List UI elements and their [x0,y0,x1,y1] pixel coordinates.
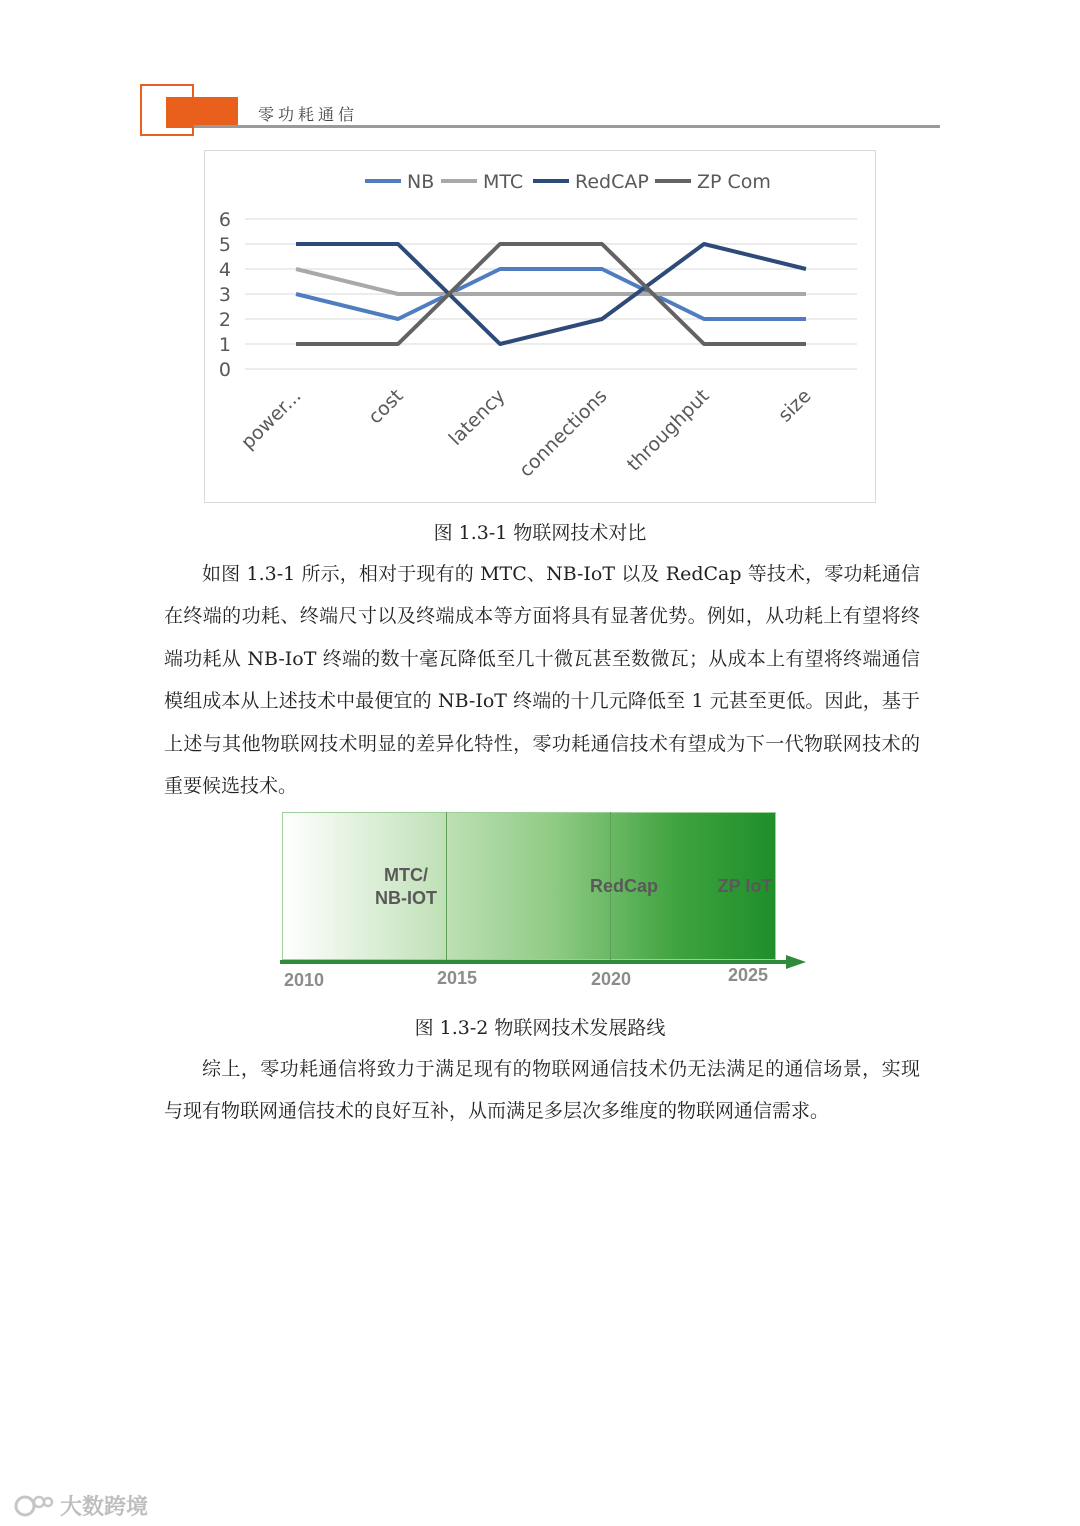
legend-label: ZP Com [697,171,771,193]
timeline-label-mtc-line2: NB-IOT [375,888,437,908]
series-line-mtc [296,269,806,294]
legend-label: MTC [483,171,524,193]
timeline-year-2020: 2020 [591,969,632,989]
header-accent-block [166,97,238,128]
paragraph-1: 如图 1.3-1 所示，相对于现有的 MTC、NB-IoT 以及 RedCap 等技术，零功耗通信在终端的功耗、终端尺寸以及终端成本等方面将具有显著优势。例如，从功耗上有望将终端功耗从 NB-IoT 终端的数十毫瓦降低至几十微瓦甚至数微瓦；从成本上有望将终端通信模组成本从上述技术中最便宜的 NB-IoT 终端的十几元降低至 1 元甚至更低。因此，基于上述与其他物联网技术明显的差异化特性，零功耗通信技术有望成为下一代物联网技术的重要候选技术。 [164,563,920,798]
tech-comparison-chart [204,150,876,503]
y-tick-label: 4 [218,259,231,281]
figure2-caption: 图 1.3-2 物联网技术发展路线 [414,1017,666,1039]
timeline-divider-2015 [446,812,447,960]
roadmap-timeline [280,812,810,992]
paragraph-2: 综上，零功耗通信将致力于满足现有的物联网通信技术仍无法满足的通信场景，实现与现有物联网通信技术的良好互补，从而满足多层次多维度的物联网通信需求。 [164,1058,920,1123]
x-tick-label: power... [236,384,306,454]
y-tick-label: 3 [218,284,231,306]
timeline-year-2010: 2010 [284,970,325,990]
timeline-label-zp: ZP IoT [717,876,773,896]
figure1-caption: 图 1.3-1 物联网技术对比 [433,522,647,544]
chart-svg [205,151,877,504]
y-tick-label: 5 [218,234,231,256]
watermark-text: 大数跨境 [60,1495,149,1520]
timeline-label-redcap: RedCap [589,876,658,896]
legend-label: RedCAP [575,171,649,193]
y-tick-label: 1 [218,334,231,356]
y-tick-label: 0 [218,359,231,381]
timeline-label-mtc [366,864,446,910]
x-tick-label: latency [444,384,510,450]
timeline-year-2025: 2025 [728,965,769,985]
timeline-gradient-band [282,812,776,960]
y-tick-label: 2 [218,309,231,331]
timeline-year-2015: 2015 [437,968,478,988]
y-tick-label: 6 [218,209,231,231]
x-tick-label: cost [364,384,408,429]
section-title: 零功耗通信 [258,105,359,124]
header-rule [194,125,940,128]
x-tick-label: throughput [622,384,714,476]
watermark [14,1490,148,1521]
x-tick-label: connections [514,384,612,482]
brand-logo-icon [14,1493,54,1519]
x-tick-label: size [773,384,816,427]
legend-label: NB [407,171,435,193]
timeline-label-mtc-line1: MTC/ [384,865,428,885]
